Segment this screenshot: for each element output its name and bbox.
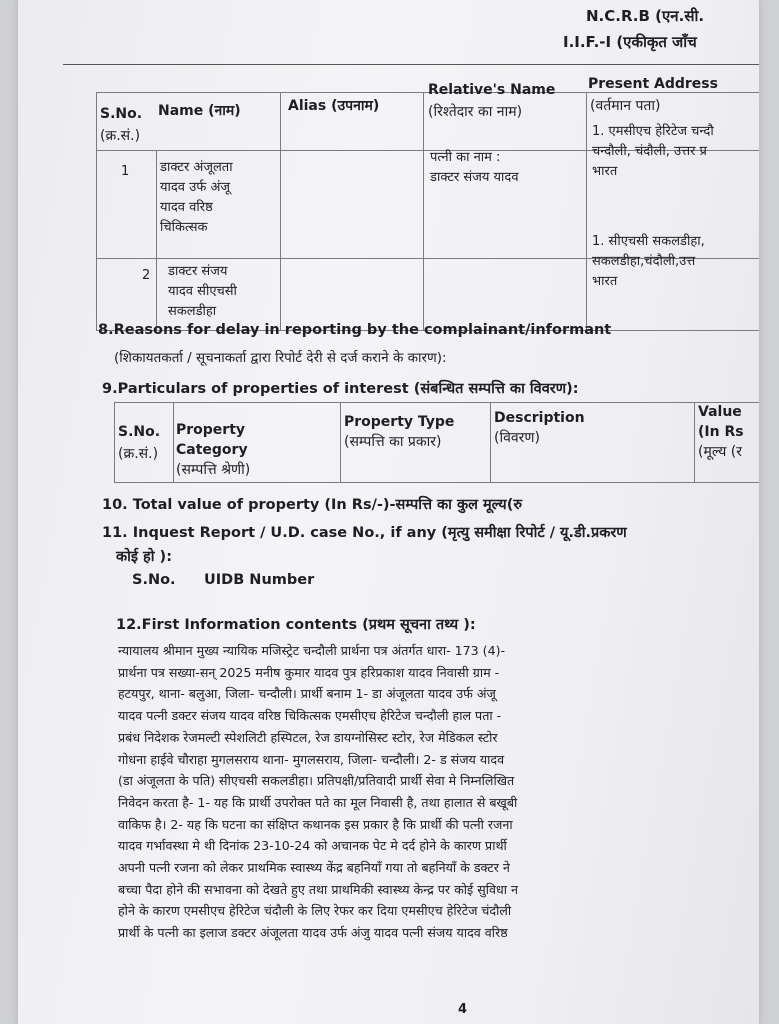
prop-col-type: Property Type (सम्पत्ति का प्रकार) bbox=[344, 414, 455, 450]
prop-col-category: Property Category (सम्पत्ति श्रेणी) bbox=[176, 422, 251, 478]
table-line bbox=[490, 402, 491, 482]
table-line bbox=[114, 402, 115, 482]
section9-title: 9.Particulars of properties of interest (संबन्धित सम्पत्ति का विवरण): bbox=[102, 381, 579, 397]
row2-address: 1. सीएचसी सकलडीहा, सकलडीहा,चंदौली,उत्त भारत bbox=[592, 234, 705, 289]
first-information-text: न्यायालय श्रीमान मुख्य न्यायिक मजिस्ट्रेट चन्दौली प्रार्थना पत्र अंतर्गत धारा- 173 (4)- प्रार्थना पत्र सख्या-सन् 2025 मनीष कुमार यादव पुत्र हरिप्रकाश यादव निवासी ग्राम - हटयपुर, थाना- बलुआ, जिला- चन्दौली। प्रार्थी बनाम 1- डा अंजूलता यादव उर्फ अंजू यादव पत्नी डक्टर संजय यादव वरिष्ठ चिकित्सक एमसीएच हेरिटेज चन्दौली हाल पता - प्रबंध निदेशक रेजमल्टी स्पेशलिटी हस्पिटल, रेज डायग्नोसिस्ट स्टोर, रेज मेडिकल स्टोर गोधना हाईवे चौराहा मुगलसराय थाना- मुगलसराय, जिला- चन्दौली। 2- ड संजय यादव (डा अंजूलता के पति) सीएचसी सकलडीहा। प्रतिपक्षी/प्रतिवादी प्रार्थी सेवा मे निम्नलिखित निवेदन करता है- 1- यह कि प्रार्थी उपरोक्त पते का मूल निवासी है, तथा हालात से बखूबी वाकिफ है। 2- यह कि घटना का संक्षिप्त कथानक इस प्रकार है कि प्रार्थी की पत्नी रजना यादव गर्भावस्था मे थी दिनांक 23-10-24 को अचानक पेट मे दर्द होने के कारण प्रार्थी अपनी पत्नी रजना को लेकर प्राथमिक स्वास्थ्य केंद्र बहनियाँ गया तो बहनियाँ के डक्टर ने बच्चा पैदा होने की सभावना को देखते हुए तथा प्राथमिकी स्वास्थ्य केन्द्र पर कोई सुविधा न होने के कारण एमसीएच हेरिटेज चंदौली के लिए रेफर कर दिया एमसीएच हेरिटेज चंदौली प्रार्थी के पत्नी का इलाज डक्टर अंजूलता यादव उर्फ अंजु यादव पत्नी संजय यादव वरिष्ठ bbox=[118, 643, 518, 941]
section8-title: 8.Reasons for delay in reporting by the complainant/informant bbox=[98, 322, 612, 338]
table-line bbox=[173, 402, 174, 482]
table-line bbox=[694, 402, 695, 482]
table-line bbox=[114, 482, 759, 483]
table-line bbox=[96, 92, 97, 330]
section11-uidb: UIDB Number bbox=[204, 572, 315, 588]
prop-col-value: Value (In Rs (मूल्य (र bbox=[698, 404, 744, 460]
row1-sno: 1 bbox=[121, 164, 130, 179]
page-number: 4 bbox=[458, 1002, 468, 1017]
col-relative: Relative's Name bbox=[428, 82, 556, 98]
iif-header: I.I.F.-I (एकीकृत जाँच bbox=[563, 33, 697, 51]
table-line bbox=[340, 402, 341, 482]
col-address: Present Address bbox=[588, 76, 718, 92]
table-line bbox=[114, 402, 759, 403]
col-alias: Alias (उपनाम) bbox=[288, 98, 380, 114]
col-relative-hi: (रिश्तेदार का नाम) bbox=[428, 104, 523, 120]
table-line bbox=[156, 150, 157, 330]
row2-sno: 2 bbox=[142, 268, 151, 283]
ncrb-header: N.C.R.B (एन.सी. bbox=[586, 7, 705, 25]
fir-document-page bbox=[18, 0, 759, 1024]
col-address-hi: (वर्तमान पता) bbox=[590, 98, 661, 114]
col-name: Name (नाम) bbox=[158, 103, 241, 119]
col-sno-hi: (क्र.सं.) bbox=[100, 128, 141, 144]
prop-col-sno: S.No. bbox=[118, 424, 161, 440]
table-line bbox=[280, 92, 281, 330]
row1-relative: पत्नी का नाम : डाक्टर संजय यादव bbox=[430, 150, 519, 185]
table-line bbox=[423, 92, 424, 330]
row2-name: डाक्टर संजय यादव सीएचसी सकलडीहा bbox=[168, 264, 237, 319]
table-line bbox=[586, 92, 587, 330]
section12-title: 12.First Information contents (प्रथम सूचना तथ्य ): bbox=[116, 617, 476, 633]
section11-sno: S.No. bbox=[132, 572, 176, 588]
section11-title-cont: कोई हो ): bbox=[116, 549, 172, 565]
section11-title: 11. Inquest Report / U.D. case No., if any (मृत्यु समीक्षा रिपोर्ट / यू.डी.प्रकरण bbox=[102, 525, 627, 541]
header-rule bbox=[63, 64, 759, 65]
prop-col-sno-hi: (क्र.सं.) bbox=[118, 446, 159, 462]
section10-title: 10. Total value of property (In Rs/-)-सम्पत्ति का कुल मूल्य(रु bbox=[102, 497, 523, 513]
row1-name: डाक्टर अंजूलता यादव उर्फ अंजू यादव वरिष्ठ चिकित्सक bbox=[160, 160, 233, 235]
row1-address: 1. एमसीएच हेरिटेज चन्दौ चन्दौली, चंदौली, उत्तर प्र भारत bbox=[592, 124, 714, 179]
col-sno: S.No. bbox=[100, 106, 143, 122]
prop-col-description: Description (विवरण) bbox=[494, 410, 585, 446]
section8-subtitle: (शिकायतकर्ता / सूचनाकर्ता द्वारा रिपोर्ट देरी से दर्ज कराने के कारण): bbox=[114, 350, 447, 366]
